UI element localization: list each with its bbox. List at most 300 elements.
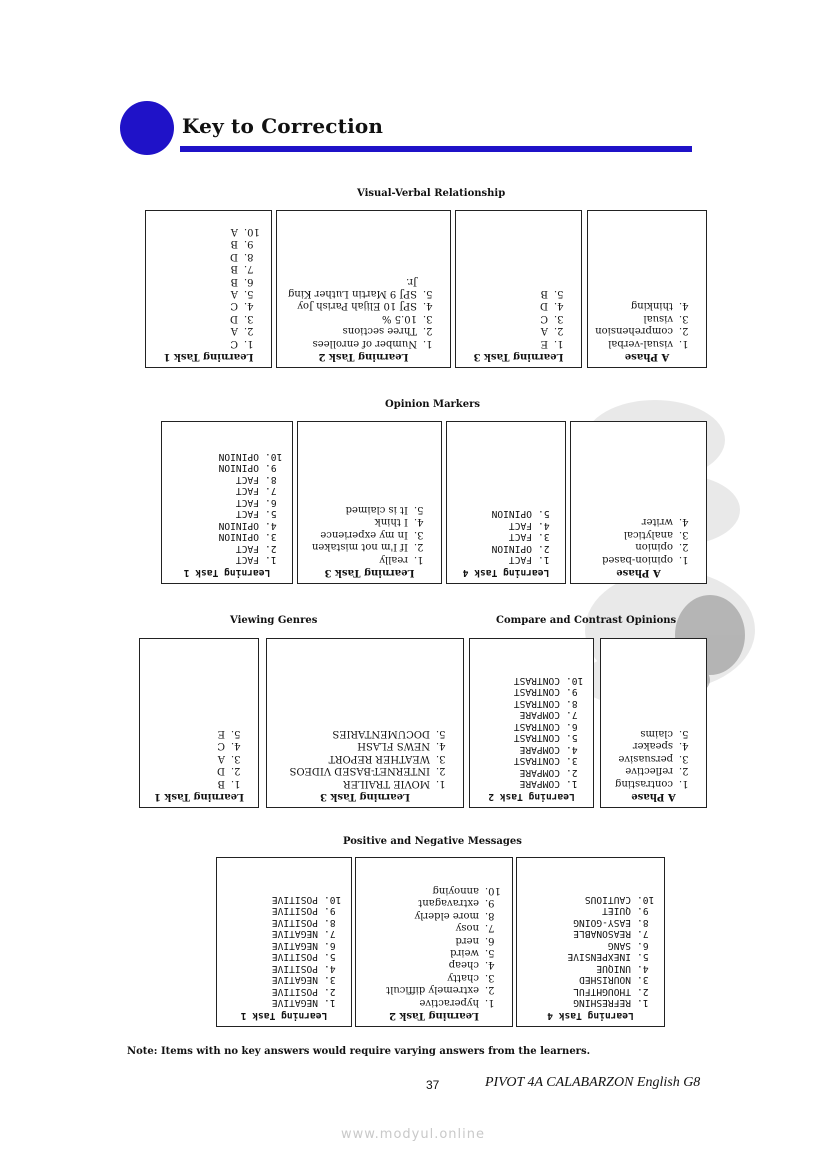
answer-number: 4.: [265, 520, 277, 531]
answer-item: [363, 921, 505, 933]
answer-text: nerd: [455, 934, 479, 946]
answer-number: 1.: [538, 554, 550, 566]
answer-item: [477, 755, 586, 767]
answer-item: [595, 311, 699, 323]
answer-text: CONTRAST: [513, 755, 560, 767]
answer-key-content: [601, 639, 706, 807]
answer-text: NEGATIVE: [271, 940, 318, 951]
answer-text: D: [216, 765, 225, 777]
answer-number: 6.: [637, 940, 649, 951]
answer-text: B: [230, 238, 238, 250]
answer-number: 2.: [324, 986, 336, 997]
answer-item: [153, 262, 264, 274]
answer-text: E: [217, 727, 225, 739]
answer-number: 6.: [566, 721, 578, 732]
answer-item: [169, 508, 285, 520]
answer-number: 4.: [637, 963, 649, 974]
answer-item: [608, 751, 699, 763]
answer-text: really: [379, 553, 408, 565]
answer-number: 5.: [554, 287, 564, 299]
section-title-viewing-genres: Viewing Genres: [230, 615, 318, 626]
answer-number: 7.: [324, 928, 336, 940]
answer-key-heading: Learning Task 3: [473, 351, 564, 362]
answer-item: [524, 940, 657, 952]
answer-text: extremely difficult: [386, 984, 479, 996]
answer-item: [524, 928, 657, 940]
answer-text: A: [230, 325, 238, 337]
answer-number: 3.: [423, 312, 433, 324]
answer-text: speaker: [632, 740, 673, 752]
answer-number: 10.: [324, 894, 342, 905]
answer-key-box: [587, 210, 707, 368]
answer-key-heading: Learning Task 3: [324, 567, 415, 578]
answer-item: [578, 527, 699, 539]
answer-text: EASY-GOING: [573, 917, 631, 928]
answer-item: [477, 686, 586, 698]
answer-number: 3.: [231, 752, 241, 764]
answer-item: [224, 928, 344, 940]
answer-text: C: [217, 740, 225, 752]
answer-key-box: [570, 421, 707, 584]
answer-number: 2.: [436, 765, 446, 777]
answer-number: 1.: [566, 778, 578, 790]
answer-number: 5.: [414, 503, 424, 515]
answer-item: [578, 552, 699, 564]
answer-item: [454, 520, 558, 532]
answer-item: [454, 508, 558, 520]
answer-key-heading: A Phase: [631, 791, 676, 802]
answer-text: D: [229, 250, 238, 262]
answer-item: [153, 249, 264, 261]
answer-item: [595, 336, 699, 348]
answer-number: 3.: [538, 531, 550, 543]
answer-item: [477, 732, 586, 744]
answer-number: 5.: [423, 287, 433, 299]
answer-text: COMPARE: [519, 744, 560, 755]
answer-number: 4.: [414, 516, 424, 528]
answer-key-heading: Learning Task 2: [318, 351, 409, 362]
answer-text: claims: [640, 727, 673, 739]
answer-text: D: [229, 312, 238, 324]
answer-text: FACT: [508, 531, 532, 543]
answer-item: [524, 963, 657, 975]
answer-text: D: [539, 300, 548, 312]
answer-number: 3.: [637, 974, 649, 986]
answer-key-heading: Learning Task 4: [462, 567, 550, 578]
answer-number: 2.: [485, 984, 495, 996]
answer-key-heading: Learning Task 2: [389, 1010, 479, 1021]
answer-item: [463, 299, 574, 311]
answer-text: FACT: [508, 520, 532, 531]
answer-text: persuasive: [618, 752, 673, 764]
answer-text: If I'm not mistaken: [311, 541, 408, 553]
answer-item: [363, 908, 505, 920]
answer-number: 6.: [324, 940, 336, 951]
answer-text: C: [540, 312, 548, 324]
answer-text: contrasting: [614, 777, 673, 789]
answer-key-content: [470, 639, 593, 807]
header-circle: [120, 101, 174, 155]
answer-item: [284, 336, 443, 348]
answer-item: [169, 554, 285, 566]
answer-text: opinion-based: [602, 553, 673, 565]
answer-text: MOVIE TRAILER: [343, 777, 430, 789]
answer-key-content: [162, 422, 292, 583]
answer-number: 10.: [244, 225, 260, 237]
answer-item: [524, 997, 657, 1009]
answer-number: 5.: [566, 732, 578, 744]
section-title-compare-contrast: Compare and Contrast Opinions: [496, 615, 677, 626]
answer-item: [477, 698, 586, 710]
answer-key-box: [516, 857, 665, 1027]
answer-key-box: [355, 857, 513, 1027]
answer-number: 2.: [554, 325, 564, 337]
answer-item: [608, 739, 699, 751]
answer-text: A: [230, 225, 238, 237]
answer-text: COMPARE: [519, 778, 560, 790]
answer-number: 1.: [423, 337, 433, 349]
answer-text: extravagant: [418, 897, 479, 909]
answer-item: [524, 905, 657, 917]
answer-text: QUIET: [602, 905, 631, 917]
answer-number: 8.: [566, 698, 578, 709]
answer-number: 4.: [538, 520, 550, 531]
answer-item: [477, 709, 586, 721]
answer-key-content: [298, 422, 441, 583]
note-text: Note: Items with no key answers would require varying answers from the learners.: [127, 1046, 591, 1057]
answer-number: 1.: [324, 997, 336, 1009]
answer-text: SANG: [607, 940, 631, 951]
answer-item: [224, 986, 344, 998]
answer-item: [363, 884, 505, 896]
answer-item: [153, 336, 264, 348]
answer-key-content: [217, 858, 351, 1026]
answer-text: SPJ 10 Elijah Parish Joy: [297, 300, 417, 312]
answer-text: B: [230, 263, 238, 275]
answer-item: [454, 531, 558, 543]
section-title-visual-verbal: Visual-Verbal Relationship: [357, 188, 506, 199]
answer-key-box: [145, 210, 272, 368]
answer-number: 5.: [436, 727, 446, 739]
answer-number: 2.: [679, 765, 689, 777]
answer-text: WEATHER REPORT: [328, 752, 430, 764]
answer-text: chatty: [447, 971, 479, 983]
answer-key-heading: A Phase: [624, 351, 670, 362]
answer-text: CAUTIOUS: [584, 894, 631, 905]
answer-text: INTERNET-BASED VIDEOS: [289, 765, 430, 777]
answer-number: 2.: [679, 541, 689, 553]
answer-text: POSITIVE: [271, 917, 318, 928]
answer-text: visual-verbal: [608, 337, 673, 349]
answer-number: 10.: [265, 451, 283, 462]
answer-text: COMPARE: [519, 709, 560, 721]
answer-item: [284, 299, 443, 311]
answer-item: [147, 751, 251, 763]
answer-text: COMPARE: [519, 767, 560, 778]
answer-text: annoying: [432, 884, 479, 896]
answer-text: A: [217, 752, 225, 764]
answer-number: 2.: [231, 765, 241, 777]
answer-text: A: [540, 325, 548, 337]
answer-number: 9.: [244, 238, 254, 250]
answer-item: [305, 527, 434, 539]
answer-text: FACT: [235, 554, 259, 566]
answer-item: [524, 974, 657, 986]
answer-number: 9.: [637, 905, 649, 917]
answer-text: POSITIVE: [271, 963, 318, 974]
answer-item: [147, 727, 251, 739]
answer-number: 2.: [679, 325, 689, 337]
answer-item: [224, 974, 344, 986]
answer-key-content: [277, 211, 450, 367]
answer-text: INEXPENSIVE: [567, 951, 631, 963]
answer-key-heading: A Phase: [616, 567, 661, 578]
answer-number: 8.: [485, 909, 495, 921]
answer-item: [305, 552, 434, 564]
answer-number: 8.: [244, 250, 254, 262]
answer-text: nosy: [455, 922, 479, 934]
answer-item: [169, 451, 285, 463]
answer-number: 8.: [637, 917, 649, 928]
answer-item: [305, 540, 434, 552]
answer-text: POSITIVE: [271, 894, 318, 905]
answer-text: 10.5 %: [382, 312, 417, 324]
answer-item: [608, 764, 699, 776]
answer-item: [274, 751, 456, 763]
answer-item: [274, 776, 456, 788]
page-title: Key to Correction: [182, 114, 384, 138]
answer-text: C: [230, 300, 238, 312]
answer-number: 3.: [324, 974, 336, 986]
answer-key-content: [517, 858, 664, 1026]
answer-number: 6.: [265, 497, 277, 508]
answer-number: 7.: [637, 928, 649, 940]
answer-text: weird: [450, 946, 479, 958]
answer-number: 1.: [265, 554, 277, 566]
footer-text: PIVOT 4A CALABARZON English G8: [485, 1075, 701, 1090]
answer-key-box: [139, 638, 259, 808]
answer-number: 1.: [414, 553, 424, 565]
answer-text: comprehension: [595, 325, 673, 337]
answer-item: [524, 986, 657, 998]
answer-item: [363, 983, 505, 995]
answer-text: OPINION: [218, 451, 259, 462]
answer-text: thinking: [630, 300, 673, 312]
answer-key-heading: Learning Task 3: [320, 791, 410, 802]
answer-text: NEGATIVE: [271, 928, 318, 940]
answer-number: 3.: [679, 312, 689, 324]
section-title-opinion-markers: Opinion Markers: [385, 399, 480, 410]
answer-key-heading: Learning Task 1: [240, 1010, 328, 1021]
answer-text: Three sections: [342, 325, 417, 337]
answer-number: 8.: [324, 917, 336, 928]
answer-text: POSITIVE: [271, 951, 318, 963]
answer-key-heading: Learning Task 4: [547, 1010, 634, 1021]
answer-text: CONTRAST: [513, 686, 560, 698]
answer-text: analytical: [623, 528, 673, 540]
answer-text: hyperactive: [419, 996, 479, 1008]
answer-item: [153, 311, 264, 323]
answer-number: 5.: [244, 287, 254, 299]
answer-item: [284, 311, 443, 323]
answer-item: [224, 963, 344, 975]
answer-item: [477, 721, 586, 733]
answer-number: 5.: [485, 946, 495, 958]
answer-number: 1.: [231, 777, 241, 789]
answer-number: 2.: [244, 325, 254, 337]
answer-text: OPINION: [491, 543, 532, 554]
watermark-text: www.modyul.online: [340, 1127, 486, 1142]
answer-number: 4.: [324, 963, 336, 974]
answer-item: [363, 970, 505, 982]
answer-text: NEWS FLASH: [357, 740, 430, 752]
answer-item: [274, 764, 456, 776]
answer-key-heading: Learning Task 2: [488, 791, 575, 802]
answer-number: 3.: [265, 531, 277, 543]
answer-item: [147, 764, 251, 776]
answer-text: A: [230, 287, 238, 299]
answer-key-content: [456, 211, 581, 367]
answer-item: [477, 767, 586, 779]
answer-text: FACT: [235, 543, 259, 554]
answer-key-content: [447, 422, 565, 583]
answer-item: [524, 894, 657, 906]
answer-item: [578, 515, 699, 527]
answer-number: 8.: [265, 474, 277, 485]
answer-text: SPJ 9 Martin Luther King Jr.: [287, 275, 417, 299]
answer-text: B: [230, 275, 238, 287]
answer-text: REASONABLE: [573, 928, 631, 940]
answer-number: 7.: [485, 922, 495, 934]
answer-item: [463, 311, 574, 323]
answer-item: [153, 274, 264, 286]
answer-text: POSITIVE: [271, 905, 318, 917]
answer-item: [608, 776, 699, 788]
answer-item: [305, 515, 434, 527]
answer-text: Number of enrollees: [312, 337, 417, 349]
answer-text: OPINION: [491, 508, 532, 520]
answer-number: 5.: [265, 508, 277, 520]
answer-number: 10.: [566, 675, 584, 686]
answer-text: CONTRAST: [513, 698, 560, 709]
answer-item: [224, 951, 344, 963]
answer-number: 3.: [679, 528, 689, 540]
answer-text: opinion: [635, 541, 673, 553]
answer-number: 2.: [414, 541, 424, 553]
answer-item: [224, 997, 344, 1009]
answer-text: NEGATIVE: [271, 997, 318, 1009]
answer-text: POSITIVE: [271, 986, 318, 997]
answer-text: In my experience: [320, 528, 408, 540]
answer-item: [153, 324, 264, 336]
answer-number: 3.: [414, 528, 424, 540]
answer-item: [169, 543, 285, 555]
answer-text: FACT: [235, 474, 259, 485]
answer-key-box: [276, 210, 451, 368]
answer-text: REFRESHING: [573, 997, 631, 1009]
answer-item: [454, 543, 558, 555]
answer-item: [153, 287, 264, 299]
answer-text: C: [230, 337, 238, 349]
answer-key-heading: Learning Task 1: [163, 351, 254, 362]
answer-item: [284, 274, 443, 299]
answer-item: [169, 520, 285, 532]
answer-number: 1.: [485, 996, 495, 1008]
answer-item: [305, 503, 434, 515]
title-underline: [180, 146, 692, 152]
answer-text: B: [217, 777, 225, 789]
answer-number: 1.: [436, 777, 446, 789]
answer-text: visual: [643, 312, 673, 324]
answer-key-content: [140, 639, 258, 807]
answer-number: 4.: [679, 300, 689, 312]
answer-number: 9.: [485, 897, 495, 909]
answer-number: 1.: [244, 337, 254, 349]
answer-item: [595, 324, 699, 336]
answer-text: OPINION: [218, 531, 259, 543]
answer-key-heading: Learning Task 1: [154, 791, 244, 802]
answer-number: 1.: [679, 337, 689, 349]
answer-key-content: [356, 858, 512, 1026]
answer-text: FACT: [235, 485, 259, 497]
answer-item: [463, 336, 574, 348]
answer-item: [224, 894, 344, 906]
answer-number: 2.: [538, 543, 550, 554]
answer-number: 1.: [679, 553, 689, 565]
page-number: 37: [426, 1078, 440, 1092]
answer-item: [153, 299, 264, 311]
answer-text: It is claimed: [345, 503, 408, 515]
answer-item: [363, 958, 505, 970]
answer-text: NOURISHED: [579, 974, 631, 986]
answer-number: 2.: [566, 767, 578, 778]
answer-number: 10.: [637, 894, 655, 905]
answer-number: 10.: [485, 884, 501, 896]
answer-number: 1.: [679, 777, 689, 789]
answer-key-box: [455, 210, 582, 368]
answer-number: 5.: [538, 508, 550, 520]
answer-number: 7.: [566, 709, 578, 721]
answer-text: FACT: [235, 508, 259, 520]
answer-number: 7.: [244, 263, 254, 275]
answer-item: [153, 237, 264, 249]
answer-number: 4.: [244, 300, 254, 312]
answer-item: [224, 905, 344, 917]
answer-number: 6.: [244, 275, 254, 287]
answer-number: 3.: [244, 312, 254, 324]
answer-text: cheap: [448, 959, 479, 971]
answer-item: [463, 287, 574, 299]
answer-text: DOCUMENTARIES: [332, 727, 430, 739]
answer-key-content: [146, 211, 271, 367]
answer-item: [169, 485, 285, 497]
answer-item: [578, 540, 699, 552]
section-title-positive-negative: Positive and Negative Messages: [343, 836, 522, 847]
answer-number: 4.: [423, 300, 433, 312]
answer-text: more elderly: [414, 909, 479, 921]
answer-item: [224, 940, 344, 952]
answer-number: 2.: [265, 543, 277, 554]
answer-text: UNIQUE: [596, 963, 631, 974]
answer-number: 9.: [566, 686, 578, 698]
answer-text: FACT: [235, 497, 259, 508]
answer-key-box: [216, 857, 352, 1027]
answer-item: [169, 531, 285, 543]
answer-key-content: [267, 639, 463, 807]
answer-number: 1.: [637, 997, 649, 1009]
answer-item: [454, 554, 558, 566]
answer-number: 3.: [554, 312, 564, 324]
